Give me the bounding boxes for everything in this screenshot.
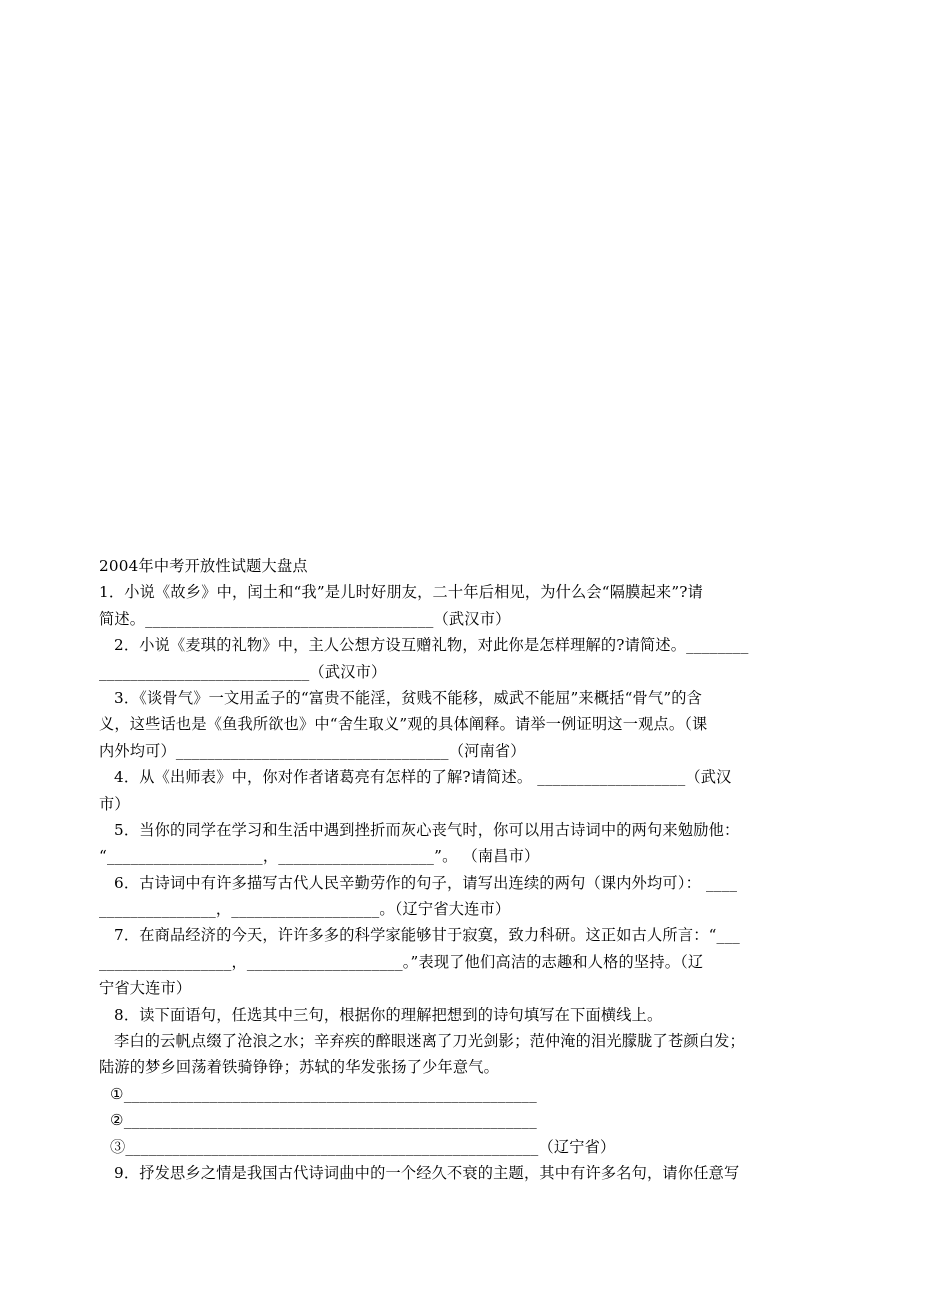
question-5-line-1: 5．当你的同学在学习和生活中遇到挫折而灰心丧气时，你可以用古诗词中的两句来勉励他： <box>114 820 740 839</box>
question-1-line-2: 简述。_____________________________________（武汉市） <box>99 609 511 628</box>
question-3-line-1: 3．《谈骨气》一文用孟子的“富贵不能淫，贫贱不能移，威武不能屈”来概括“骨气”的含 <box>114 688 703 707</box>
question-8-passage-line-2: 陆游的梦乡回荡着铁骑铮铮；苏轼的华发张扬了少年意气。 <box>99 1058 500 1077</box>
question-8-passage-line-1: 李白的云帆点缀了沧浪之水；辛弃疾的醉眼迷离了刀光剑影；范仲淹的泪光朦胧了苍颜白发； <box>114 1032 745 1051</box>
question-7-line-1: 7．在商品经济的今天，许许多多的科学家能够甘于寂寞，致力科研。这正如古人所言：“___ <box>114 926 740 945</box>
question-6-line-2: _______________，___________________。（辽宁省大连市） <box>99 900 511 919</box>
question-6-line-1: 6．古诗词中有许多描写古代人民辛勤劳作的句子，请写出连续的两句（课内外均可）： ____ <box>114 873 738 892</box>
question-2-line-1: 2．小说《麦琪的礼物》中，主人公想方设互赠礼物，对此你是怎样理解的?请简述。________ <box>114 636 749 655</box>
document-title: 2004年中考开放性试题大盘点 <box>99 557 308 575</box>
question-8-line-1: 8．读下面语句，任选其中三句，根据你的理解把想到的诗句填写在下面横线上。 <box>114 1005 663 1024</box>
question-5-line-2: “____________________，____________________”。 （南昌市） <box>99 847 540 866</box>
question-2-line-2: ___________________________（武汉市） <box>99 662 387 681</box>
question-1-line-1: 1．小说《故乡》中，闰土和“我”是儿时好朋友，二十年后相见，为什么会“隔膜起来”?请 <box>99 583 704 602</box>
question-4-line-2: 市） <box>99 794 130 813</box>
question-7-line-2: _________________，____________________。”表现了他们高洁的志趣和人格的坚持。（辽 <box>99 952 704 971</box>
question-8-answer-1: ①_____________________________________________________ <box>110 1084 537 1103</box>
question-8-answer-2: ②_____________________________________________________ <box>110 1111 537 1130</box>
question-8-answer-3: ③_____________________________________________________（辽宁省） <box>110 1137 616 1156</box>
document-body <box>99 553 855 1186</box>
question-3-line-3: 内外均可）___________________________________（河南省） <box>99 741 526 760</box>
question-9-line-1: 9．抒发思乡之情是我国古代诗词曲中的一个经久不衰的主题，其中有许多名句，请你任意写 <box>114 1163 740 1182</box>
question-7-line-3: 宁省大连市） <box>99 979 192 998</box>
question-4-line-1: 4．从《出师表》中，你对作者诸葛亮有怎样的了解?请简述。 ___________________（武汉 <box>114 768 732 787</box>
question-3-line-2: 义，这些话也是《鱼我所欲也》中“舍生取义”观的具体阐释。请举一例证明这一观点。（课 <box>99 715 708 734</box>
